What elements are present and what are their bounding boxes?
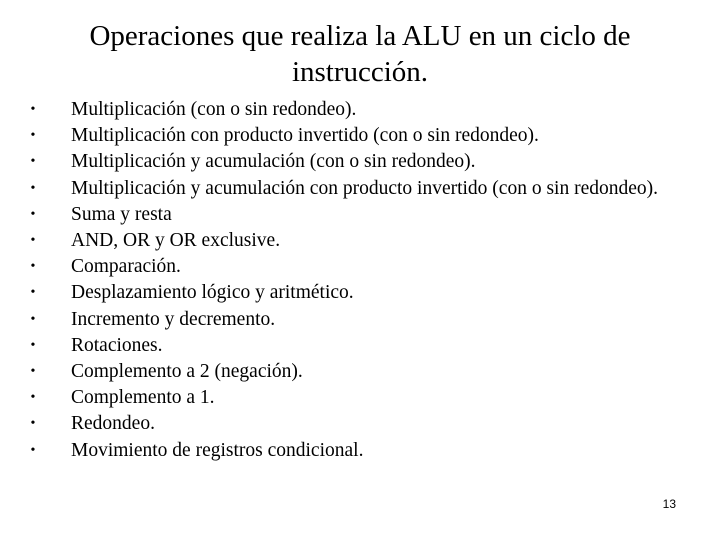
list-item <box>28 359 678 385</box>
bullet-icon: • <box>30 206 36 222</box>
bullet-icon: • <box>30 416 36 432</box>
list-item <box>28 254 678 280</box>
list-item-text: Desplazamiento lógico y aritmético. <box>71 282 354 304</box>
slide-title: Operaciones que realiza la ALU en un ciclo de instrucción. <box>89 20 631 88</box>
list-item <box>28 280 678 306</box>
list-item <box>28 385 678 411</box>
list-item <box>28 411 678 437</box>
list-item <box>28 149 678 175</box>
list-item-text: Suma y resta <box>71 203 172 225</box>
bullet-icon: • <box>30 154 36 170</box>
bullet-icon: • <box>30 102 36 117</box>
bullet-icon: • <box>30 128 36 144</box>
list-item <box>28 97 678 123</box>
bullet-list <box>28 97 678 464</box>
page-number: 13 <box>662 497 676 511</box>
list-item-text: Rotaciones. <box>71 334 163 356</box>
bullet-icon: • <box>30 390 36 406</box>
list-item-text: AND, OR y OR exclusive. <box>71 230 281 252</box>
list-item-text: Multiplicación (con o sin redondeo). <box>71 99 357 120</box>
bullet-icon: • <box>30 259 36 275</box>
list-item <box>28 123 678 149</box>
list-item <box>28 307 678 333</box>
list-item <box>28 438 678 464</box>
list-item-text: Redondeo. <box>71 413 155 435</box>
list-item <box>28 202 678 228</box>
list-item-text: Multiplicación con producto invertido (con o sin redondeo). <box>71 125 539 147</box>
list-item <box>28 333 678 359</box>
list-item-text: Movimiento de registros condicional. <box>71 439 364 461</box>
list-item-text: Comparación. <box>71 256 181 278</box>
list-item-text: Multiplicación y acumulación (con o sin redondeo). <box>71 151 476 173</box>
bullet-icon: • <box>30 180 36 196</box>
bullet-icon: • <box>30 233 36 249</box>
bullet-icon: • <box>30 364 36 380</box>
list-item-text: Complemento a 1. <box>71 387 215 409</box>
bullet-icon: • <box>30 311 36 327</box>
list-item-text: Incremento y decremento. <box>71 308 276 330</box>
bullet-icon: • <box>30 285 36 301</box>
bullet-icon: • <box>30 337 36 353</box>
list-item <box>28 228 678 254</box>
bullet-icon: • <box>30 442 36 458</box>
list-item-text: Complemento a 2 (negación). <box>71 361 303 383</box>
list-item-text: Multiplicación y acumulación con producto invertido (con o sin redondeo). <box>71 177 659 199</box>
list-item <box>28 176 678 202</box>
